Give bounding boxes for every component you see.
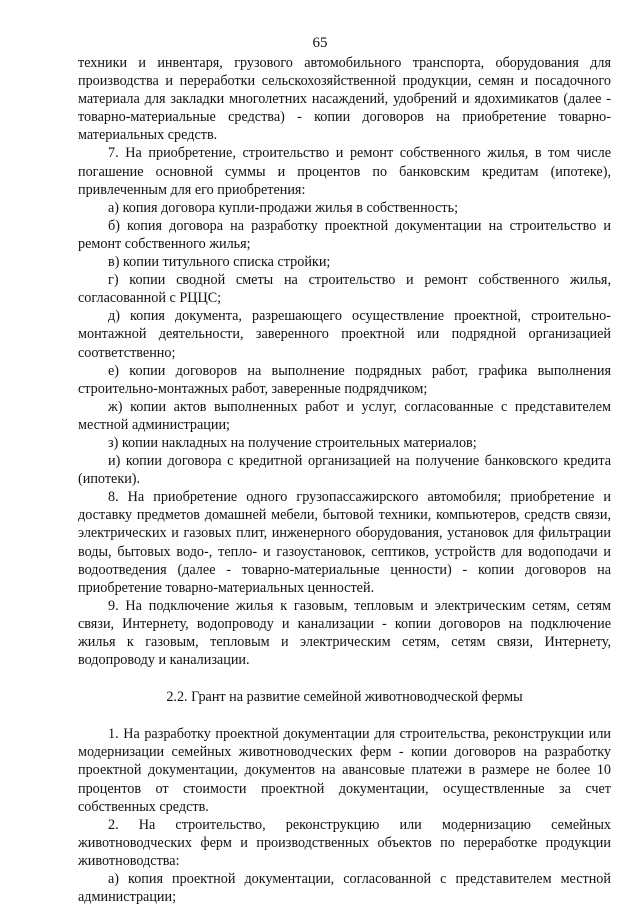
section-heading: 2.2. Грант на развитие семейной животноводческой фермы <box>166 689 523 706</box>
list-item-zh-acts: ж) копии актов выполненных работ и услуг, согласованные с представителем местной администрации; <box>78 398 611 433</box>
paragraph-grant-item-2: 2. На строительство, реконструкцию или модернизацию семейных животноводческих ферм и производственных объектов по переработке продукции животноводства: <box>78 816 611 869</box>
list-item-a-sale-contract: а) копия договора купли-продажи жилья в собственность; <box>108 199 459 216</box>
paragraph-grant-item-1: 1. На разработку проектной документации для строительства, реконструкции или модернизации семейных животноводческих ферм - копии договоров на разработку проектной документации, документов на авансовые платежи в размере не более 10 процентов от стоимости проектной документации, осуществленные за счет собственных средств. <box>78 726 611 815</box>
document-body <box>78 54 611 906</box>
page-number: 65 <box>312 35 328 51</box>
list-item-b-design-contract: б) копия договора на разработку проектной документации на строительство и ремонт собственного жилья; <box>78 217 611 252</box>
list-item-e-contractor-contracts: е) копии договоров на выполнение подрядных работ, графика выполнения строительно-монтажных работ, заверенные подрядчиком; <box>78 362 611 397</box>
paragraph-item-9-connection: 9. На подключение жилья к газовым, тепловым и электрическим сетям, сетям связи, Интернету, водопроводу и канализации - копии договоров на подключение жилья к газовым, тепловым и электрическим сетям, сетям связи, Интернету, водопроводу и канализации. <box>78 597 611 669</box>
paragraph-item-7-housing: 7. На приобретение, строительство и ремонт собственного жилья, в том числе погашение основной суммы и процентов по банковским кредитам (ипотеке), привлеченным для его приобретения: <box>78 145 611 198</box>
list-item-d-permit: д) копия документа, разрешающего осуществление проектной, строительно-монтажной деятельности, заверенного проектной или подрядной организацией соответственно; <box>78 308 611 361</box>
paragraph-item-8-vehicle: 8. На приобретение одного грузопассажирского автомобиля; приобретение и доставку предметов домашней мебели, бытовой техники, компьютеров, средств связи, электрических и газовых плит, инженерного оборудования, установок для фильтрации воды, бытовых водо-, тепло- и газоустановок, септиков, устройств для водоподачи и водоотведения (далее - товарно-материальные ценности) - копии договоров на приобретение товарно-материальных ценностей. <box>78 489 611 596</box>
paragraph-equipment-continuation: техники и инвентаря, грузового автомобильного транспорта, оборудования для производства и переработки сельскохозяйственной продукции, семян и посадочного материала для закладки многолетних насаждений, удобрений и ядохимикатов (далее - товарно-материальные средства) - копии договоров на приобретение товарно-материальных средств. <box>78 55 611 144</box>
list-item-a-project-docs: а) копия проектной документации, согласованной с представителем местной администрации; <box>78 871 611 906</box>
list-item-z-invoices: з) копии накладных на получение строительных материалов; <box>108 434 477 451</box>
list-item-g-estimate: г) копии сводной сметы на строительство и ремонт собственного жилья, согласованной с РЦЦС; <box>78 272 611 307</box>
list-item-v-title-list: в) копии титульного списка стройки; <box>108 254 331 271</box>
list-item-i-credit-contract: и) копии договора с кредитной организацией на получение банковского кредита (ипотеки). <box>78 453 611 488</box>
